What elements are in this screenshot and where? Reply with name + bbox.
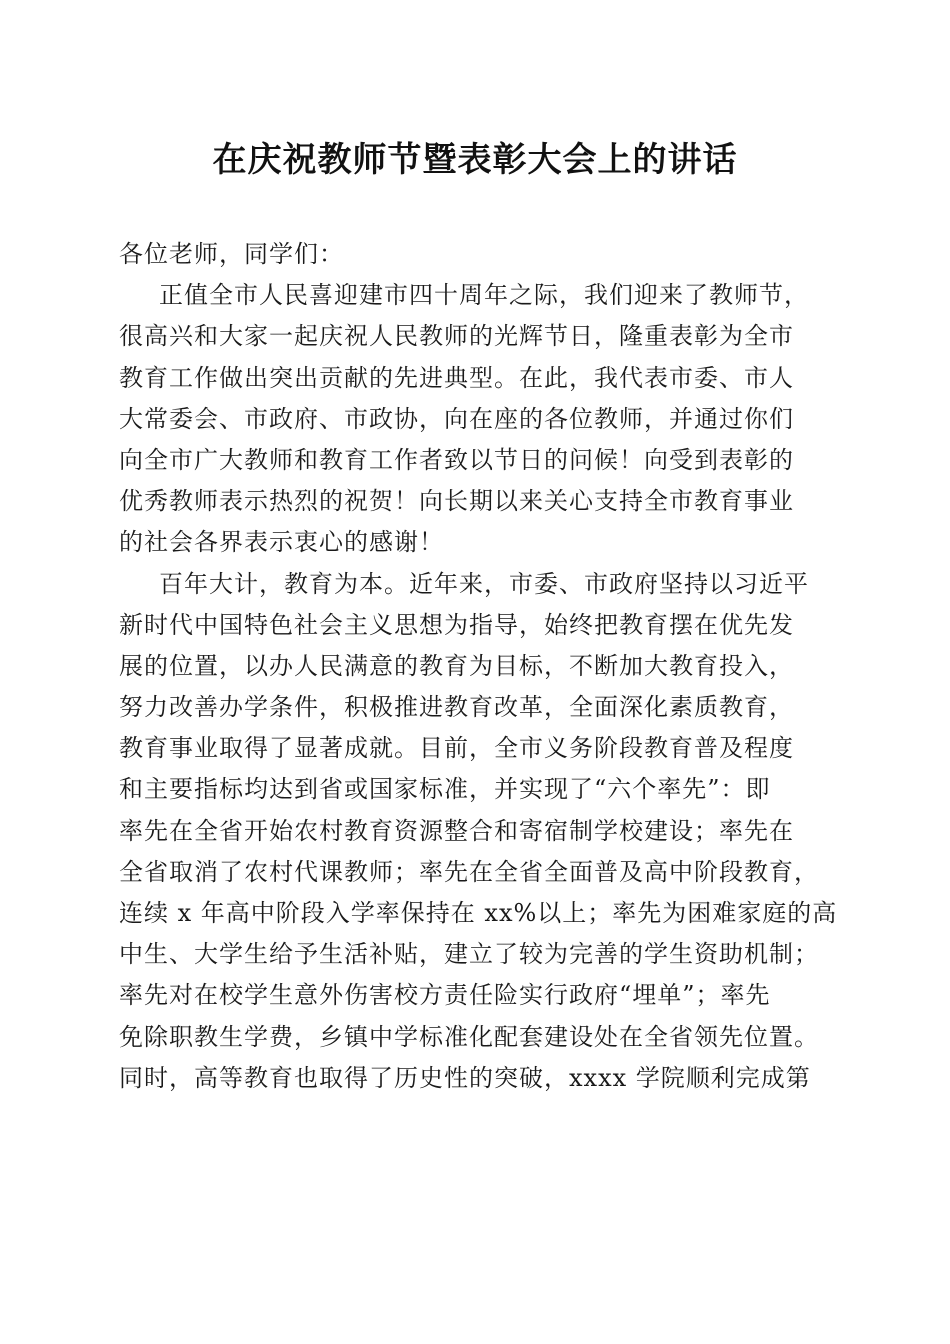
paragraph-2-line: 全省取消了农村代课教师；率先在全省全面普及高中阶段教育，: [119, 857, 819, 886]
document-title: 在庆祝教师节暨表彰大会上的讲话: [212, 140, 738, 180]
paragraph-2-line: 教育事业取得了显著成就。目前，全市义务阶段教育普及程度: [119, 734, 794, 763]
paragraph-1-line: 很高兴和大家一起庆祝人民教师的光辉节日，隆重表彰为全市: [119, 322, 794, 351]
paragraph-2-line: 展的位置，以办人民满意的教育为目标，不断加大教育投入，: [119, 651, 794, 680]
paragraph-2-line: 努力改善办学条件，积极推进教育改革，全面深化素质教育，: [119, 693, 794, 722]
paragraph-2-line: 同时，高等教育也取得了历史性的突破，xxxx 学院顺利完成第: [119, 1063, 811, 1092]
paragraph-2-line: 率先对在校学生意外伤害校方责任险实行政府“埋单”；率先: [119, 981, 771, 1010]
document-body: [119, 234, 838, 1099]
paragraph-2-line: 率先在全省开始农村教育资源整合和寄宿制学校建设；率先在: [119, 816, 794, 845]
salutation: 各位老师，同学们：: [119, 240, 344, 268]
paragraph-1-line: 优秀教师表示热烈的祝贺！向长期以来关心支持全市教育事业: [119, 487, 794, 516]
paragraph-2-line: 百年大计，教育为本。近年来，市委、市政府坚持以习近平: [159, 569, 809, 598]
paragraph-1-line: 大常委会、市政府、市政协，向在座的各位教师，并通过你们: [119, 404, 794, 433]
paragraph-1-line: 正值全市人民喜迎建市四十周年之际，我们迎来了教师节，: [159, 281, 809, 310]
paragraph-1-line: 教育工作做出突出贡献的先进典型。在此，我代表市委、市人: [119, 363, 794, 392]
paragraph-2-line: 和主要指标均达到省或国家标准，并实现了“六个率先”：即: [119, 775, 771, 804]
paragraph-1-line: 向全市广大教师和教育工作者致以节日的问候！向受到表彰的: [119, 445, 794, 474]
paragraph-2-line: 免除职教生学费，乡镇中学标准化配套建设处在全省领先位置。: [119, 1022, 819, 1051]
paragraph-2-line: 连续 x 年高中阶段入学率保持在 xx%以上；率先为困难家庭的高: [119, 899, 838, 927]
paragraph-1-line: 的社会各界表示衷心的感谢！: [119, 528, 444, 557]
paragraph-2-line: 新时代中国特色社会主义思想为指导，始终把教育摆在优先发: [119, 610, 794, 639]
paragraph-2-line: 中生、大学生给予生活补贴，建立了较为完善的学生资助机制；: [119, 940, 819, 969]
